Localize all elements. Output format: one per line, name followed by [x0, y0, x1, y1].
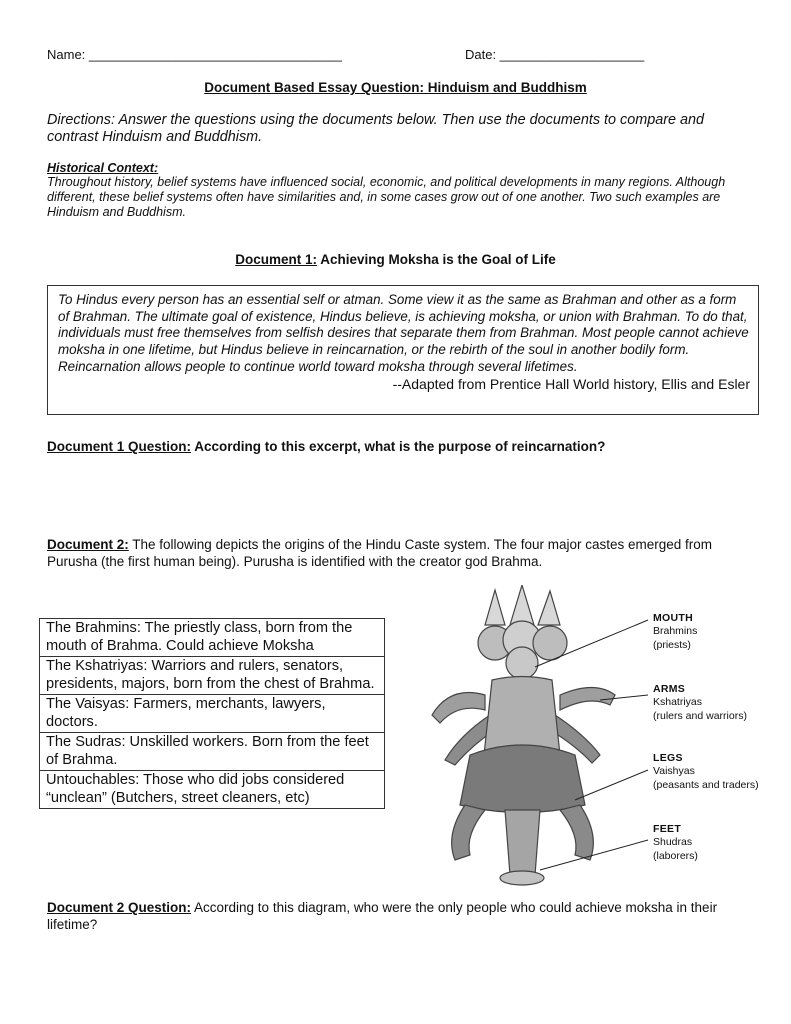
figure-label-legs: LEGS Vaishyas (peasants and traders): [653, 752, 759, 791]
doc1-question-text: According to this excerpt, what is the purpose of reincarnation?: [191, 439, 606, 454]
page-title: Document Based Essay Question: Hinduism and Buddhism: [204, 80, 587, 95]
context-heading: Historical Context:: [47, 161, 159, 175]
doc1-question: [47, 439, 605, 454]
doc2-intro-text: The following depicts the origins of the Hindu Caste system. The four major castes emerged from Purusha (the first human being). Purusha is identified with the creator god Brahma.: [47, 537, 713, 569]
caste-cell-kshatriyas: The Kshatriyas: Warriors and rulers, senators, presidents, majors, born from the chest of Brahma.: [40, 657, 385, 695]
doc2-intro: [47, 537, 737, 570]
figure-label-mouth: MOUTH Brahmins (priests): [653, 612, 698, 651]
name-field-label: Name: ___________________________________: [47, 47, 342, 62]
table-row: [40, 771, 385, 809]
doc2-question: [47, 900, 737, 933]
brahma-figure-illustration: [410, 585, 650, 890]
caste-table: [39, 618, 385, 809]
doc2-question-label: Document 2 Question:: [47, 900, 192, 915]
doc1-question-label: Document 1 Question:: [47, 439, 192, 454]
figure-label-feet: FEET Shudras (laborers): [653, 823, 698, 862]
table-row: [40, 619, 385, 657]
caste-cell-untouchables: Untouchables: Those who did jobs considered “unclean” (Butchers, street cleaners, etc): [40, 771, 385, 809]
doc1-title: Achieving Moksha is the Goal of Life: [316, 252, 556, 267]
context-text: Throughout history, belief systems have influenced social, economic, and political developments in many regions. Although different, these belief systems often have similarities and, in some cases grow out of one another. Two such examples are Hinduism and Buddhism.: [47, 175, 726, 219]
doc2-label: Document 2:: [47, 537, 129, 552]
doc1-source: --Adapted from Prentice Hall World history, Ellis and Esler: [392, 375, 750, 392]
doc1-excerpt-box: [47, 285, 759, 415]
doc1-label: Document 1:: [235, 252, 317, 267]
table-row: [40, 733, 385, 771]
doc1-heading: [0, 252, 791, 267]
caste-cell-sudras: The Sudras: Unskilled workers. Born from the feet of Brahma.: [40, 733, 385, 771]
caste-cell-brahmins: The Brahmins: The priestly class, born from the mouth of Brahma. Could achieve Moksha: [40, 619, 385, 657]
date-field-label: Date: ____________________: [465, 47, 645, 62]
doc1-excerpt: To Hindus every person has an essential self or atman. Some view it as the same as Brahman and other as a form of Brahman. The ultimate goal of existence, Hindus believe, is achieving moksha, or union with Brahman. To do that, individuals must free themselves from selfish desires that separate them from Brahman. Most people cannot achieve moksha in one lifetime, but Hindus believe in reincarnation, or the rebirth of the soul in another bodily form. Reincarnation allows people to continue world toward moksha through several lifetimes.: [58, 292, 749, 374]
figure-label-arms: ARMS Kshatriyas (rulers and warriors): [653, 683, 747, 722]
table-row: [40, 657, 385, 695]
table-row: [40, 695, 385, 733]
caste-cell-vaisyas: The Vaisyas: Farmers, merchants, lawyers, doctors.: [40, 695, 385, 733]
doc2-question-text: According to this diagram, who were the only people who could achieve moksha in their lifetime?: [47, 900, 718, 932]
directions: Directions: Answer the questions using the documents below. Then use the documents to compare and contrast Hinduism and Buddhism.: [47, 112, 705, 145]
